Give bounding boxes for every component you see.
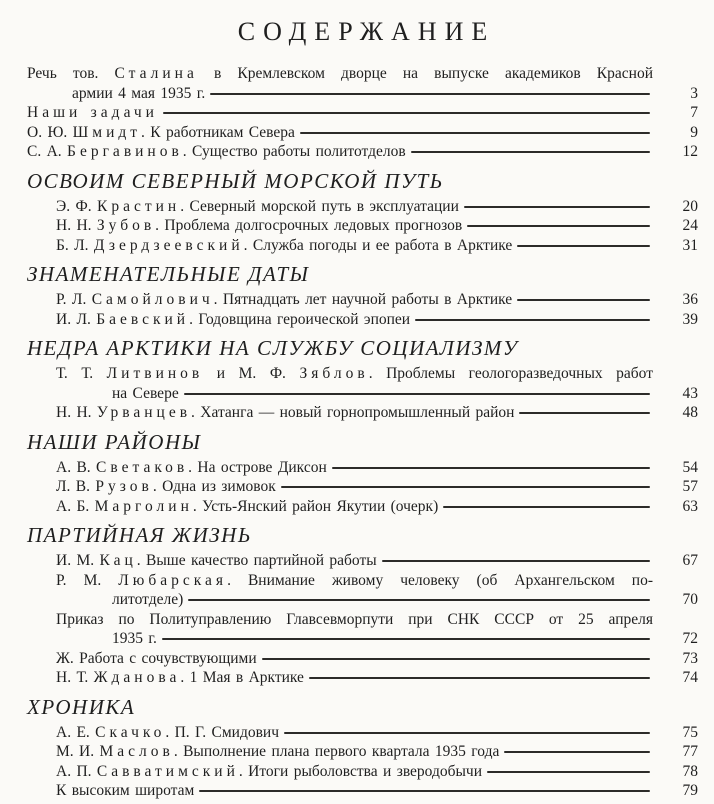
- leader-line: [519, 412, 650, 414]
- page-number: 63: [682, 497, 698, 515]
- section-entries: [27, 364, 698, 423]
- entry-author: Скачко: [95, 723, 166, 741]
- entry-title: [56, 723, 279, 743]
- entry-title: [56, 236, 512, 256]
- entry-author: Жданова: [93, 669, 181, 686]
- entry-author: Урванцев: [96, 404, 192, 421]
- leader-line: [517, 245, 650, 247]
- entry-text: . К работникам Севера: [141, 123, 295, 141]
- leader-line: [517, 299, 650, 301]
- entry-text: И. М.: [56, 552, 100, 569]
- leader-line: [210, 93, 650, 95]
- entry-author: Маслов: [99, 743, 174, 760]
- entry-text: . На острове Диксон: [188, 458, 327, 476]
- leader-line: [188, 599, 650, 601]
- entry-text: . П. Г. Смидович: [165, 723, 280, 741]
- page-number: 73: [682, 649, 698, 667]
- toc-entry: [27, 403, 698, 423]
- toc-list: [27, 64, 698, 801]
- entry-title: [56, 551, 377, 571]
- entry-title: [56, 403, 514, 423]
- toc-entry: [27, 551, 698, 571]
- entry-title: [56, 742, 499, 762]
- page-number: 79: [682, 782, 698, 799]
- entry-text: К высоким широтам: [56, 782, 195, 799]
- entry-text: . Проблема долгосрочных ледовых прогнозов: [155, 217, 463, 234]
- leader-line: [487, 771, 650, 773]
- section-entries: [27, 197, 698, 256]
- toc-entry-continuation: [27, 384, 698, 404]
- leader-line: [309, 677, 650, 679]
- leader-line: [415, 319, 650, 321]
- toc-entry: [27, 310, 698, 330]
- leader-line: [300, 132, 650, 134]
- section-entries: [27, 723, 698, 801]
- entry-author: Крастин: [96, 197, 181, 215]
- entry-text: в Кремлевском дворце на выпуске академиков Красной: [197, 65, 653, 82]
- leader-line: [184, 393, 650, 395]
- entry-text: Р. Л.: [56, 291, 92, 308]
- section-heading: ПАРТИЙНАЯ ЖИЗНЬ: [27, 523, 252, 547]
- toc-section: [27, 64, 698, 162]
- page-number: 43: [682, 384, 698, 402]
- leader-line: [411, 151, 650, 153]
- toc-entry: [27, 610, 698, 630]
- entry-text: А. В.: [56, 458, 97, 476]
- entry-title: [56, 571, 653, 591]
- toc-entry: [27, 762, 698, 782]
- entry-title: [27, 64, 653, 84]
- entry-text: Т. Т.: [56, 365, 107, 382]
- page-number: 70: [682, 591, 698, 608]
- page-number: 72: [682, 630, 698, 647]
- entry-title: [56, 197, 459, 217]
- entry-text: Н. Т.: [56, 669, 94, 686]
- entry-text: О. Ю.: [27, 123, 73, 141]
- entry-text: Н. Н.: [56, 217, 97, 234]
- toc-section: [27, 523, 698, 688]
- entry-author: Самойлович: [91, 291, 214, 308]
- page-number: 24: [682, 217, 698, 234]
- toc-entry: [27, 649, 698, 669]
- entry-text: А. Б.: [56, 497, 95, 515]
- toc-entry-continuation: [27, 84, 698, 104]
- entry-title: [56, 458, 327, 478]
- toc-entry-continuation: [27, 590, 698, 610]
- entry-title: [56, 477, 276, 497]
- page-number: 77: [682, 743, 698, 760]
- entry-title: [56, 610, 653, 630]
- toc-section: [27, 336, 698, 423]
- entry-text: Приказ по Политуправлению Главсевморпути при СНК СССР от 25 апреля: [56, 610, 653, 628]
- entry-author: Шмидт: [72, 123, 142, 141]
- section-heading: ЗНАМЕНАТЕЛЬНЫЕ ДАТЫ: [27, 262, 310, 286]
- leader-line: [284, 732, 650, 734]
- entry-author: Савватимский: [96, 762, 239, 780]
- toc-entry: [27, 497, 698, 517]
- entry-text: И. Л.: [56, 310, 97, 328]
- page-number: 48: [682, 404, 698, 421]
- entry-text: литотделе): [112, 591, 184, 608]
- leader-line: [281, 486, 650, 488]
- page-number: 31: [682, 236, 698, 254]
- entry-text: на Севере: [112, 384, 179, 402]
- toc-entry: [27, 216, 698, 236]
- toc-section: [27, 695, 698, 801]
- entry-text: . Выполнение плана первого квартала 1935 года: [173, 743, 500, 760]
- section-entries: [27, 458, 698, 517]
- entry-text: . Годовщина героической эпопеи: [189, 310, 411, 328]
- entry-text: и М. Ф.: [203, 365, 300, 382]
- page-number: 74: [682, 669, 698, 686]
- section-heading: ОСВОИМ СЕВЕРНЫЙ МОРСКОЙ ПУТЬ: [27, 168, 444, 193]
- toc-entry: [27, 236, 698, 256]
- entry-text: А. Е.: [56, 723, 96, 741]
- entry-title: [56, 364, 653, 384]
- entry-author: Зубов: [96, 217, 156, 234]
- page-number: 39: [682, 310, 698, 328]
- entry-author: Бергавинов: [67, 143, 183, 160]
- entry-text: . Внимание живому человеку (об Архангельском по-: [227, 571, 653, 589]
- entry-title: [56, 497, 438, 517]
- leader-line: [199, 790, 650, 792]
- leader-line: [262, 658, 650, 660]
- entry-text: . Проблемы геологоразведочных работ: [368, 365, 653, 382]
- page-number: 67: [682, 552, 698, 569]
- page-number: 12: [682, 143, 698, 160]
- entry-text: А. П.: [56, 762, 97, 780]
- entry-text: Э. Ф.: [56, 197, 97, 215]
- section-entries: [27, 551, 698, 688]
- entry-author: Марголин: [94, 497, 193, 515]
- toc-entry: [27, 123, 698, 143]
- leader-line: [382, 560, 650, 562]
- entry-text: М. И.: [56, 743, 100, 760]
- entry-text: . 1 Мая в Арктике: [180, 669, 304, 686]
- toc-entry: [27, 781, 698, 801]
- entry-author: Зяблов: [299, 365, 369, 382]
- entry-author: Сталина: [114, 65, 198, 82]
- page-number: 3: [690, 84, 698, 102]
- entry-title: [56, 649, 257, 669]
- toc-section: [27, 169, 698, 256]
- entry-text: . Усть-Янский район Якутии (очерк): [192, 497, 439, 515]
- leader-line: [332, 467, 650, 469]
- entry-text: . Одна из зимовок: [152, 478, 276, 495]
- entry-text: . Служба погоды и ее работа в Арктике: [243, 236, 513, 254]
- toc-entry: [27, 142, 698, 162]
- entry-title: [27, 123, 295, 143]
- entry-text: . Пятнадцать лет научной работы в Арктике: [213, 291, 513, 308]
- entry-author: Рузов: [95, 478, 153, 495]
- entry-author: Кац: [99, 552, 137, 569]
- entry-text: . Северный морской путь в эксплуатации: [180, 197, 459, 215]
- toc-entry: [27, 668, 698, 688]
- page-number: 54: [682, 458, 698, 476]
- leader-line: [464, 206, 650, 208]
- section-heading: ХРОНИКА: [27, 694, 136, 719]
- entry-title: [56, 290, 512, 310]
- entry-text: армии 4 мая 1935 г.: [72, 84, 206, 102]
- entry-text: . Выше качество партийной работы: [136, 552, 377, 569]
- entry-author: Наши задачи: [27, 104, 158, 121]
- entry-text: 1935 г.: [112, 630, 157, 647]
- entry-text: . Итоги рыболовства и зверодобычи: [238, 762, 483, 780]
- page-number: 75: [682, 723, 698, 741]
- section-heading: НАШИ РАЙОНЫ: [27, 429, 202, 454]
- page-number: 57: [682, 478, 698, 495]
- entry-text: Н. Н.: [56, 404, 97, 421]
- toc-entry: [27, 458, 698, 478]
- entry-title: [27, 103, 158, 123]
- entry-text: . Существо работы политотделов: [182, 143, 406, 160]
- toc-entry: [27, 364, 698, 384]
- leader-line: [162, 638, 650, 640]
- toc-entry: [27, 290, 698, 310]
- entry-author: Любарская: [118, 571, 228, 589]
- entry-author: Баевский: [96, 310, 190, 328]
- toc-section: [27, 262, 698, 329]
- entry-author: Дзердзеевский: [93, 236, 244, 254]
- page-number: 36: [682, 291, 698, 308]
- leader-line: [467, 225, 650, 227]
- page-number: 20: [682, 197, 698, 215]
- entry-text: Л. В.: [56, 478, 96, 495]
- page-number: 9: [690, 123, 698, 141]
- entry-author: Литвинов: [106, 365, 204, 382]
- toc-entry: [27, 571, 698, 591]
- entry-title: [56, 310, 410, 330]
- section-entries: [27, 64, 698, 162]
- toc-entry: [27, 64, 698, 84]
- entry-title: [56, 216, 462, 236]
- toc-entry: [27, 477, 698, 497]
- entry-text: Р. М.: [56, 571, 119, 589]
- leader-line: [163, 112, 650, 114]
- entry-text: . Хатанга — новый горнопромышленный район: [191, 404, 515, 421]
- entry-title: [56, 762, 482, 782]
- entry-text: Б. Л.: [56, 236, 94, 254]
- toc-entry: [27, 103, 698, 123]
- section-heading: НЕДРА АРКТИКИ НА СЛУЖБУ СОЦИАЛИЗМУ: [27, 336, 519, 360]
- entry-author: Светаков: [96, 458, 189, 476]
- page-number: 7: [690, 104, 698, 121]
- entry-text: Ж. Работа с сочувствующими: [56, 649, 257, 667]
- toc-entry: [27, 197, 698, 217]
- leader-line: [504, 751, 650, 753]
- page-title: СОДЕРЖАНИЕ: [237, 17, 496, 46]
- page-number: 78: [682, 762, 698, 780]
- section-entries: [27, 290, 698, 329]
- entry-title: [27, 142, 406, 162]
- toc-entry: [27, 742, 698, 762]
- leader-line: [443, 506, 650, 508]
- toc-entry: [27, 723, 698, 743]
- toc-section: [27, 430, 698, 517]
- entry-text: С. А.: [27, 143, 68, 160]
- toc-entry-continuation: [27, 629, 698, 649]
- entry-text: Речь тов.: [27, 65, 115, 82]
- entry-title: [56, 668, 304, 688]
- entry-title: [56, 781, 194, 801]
